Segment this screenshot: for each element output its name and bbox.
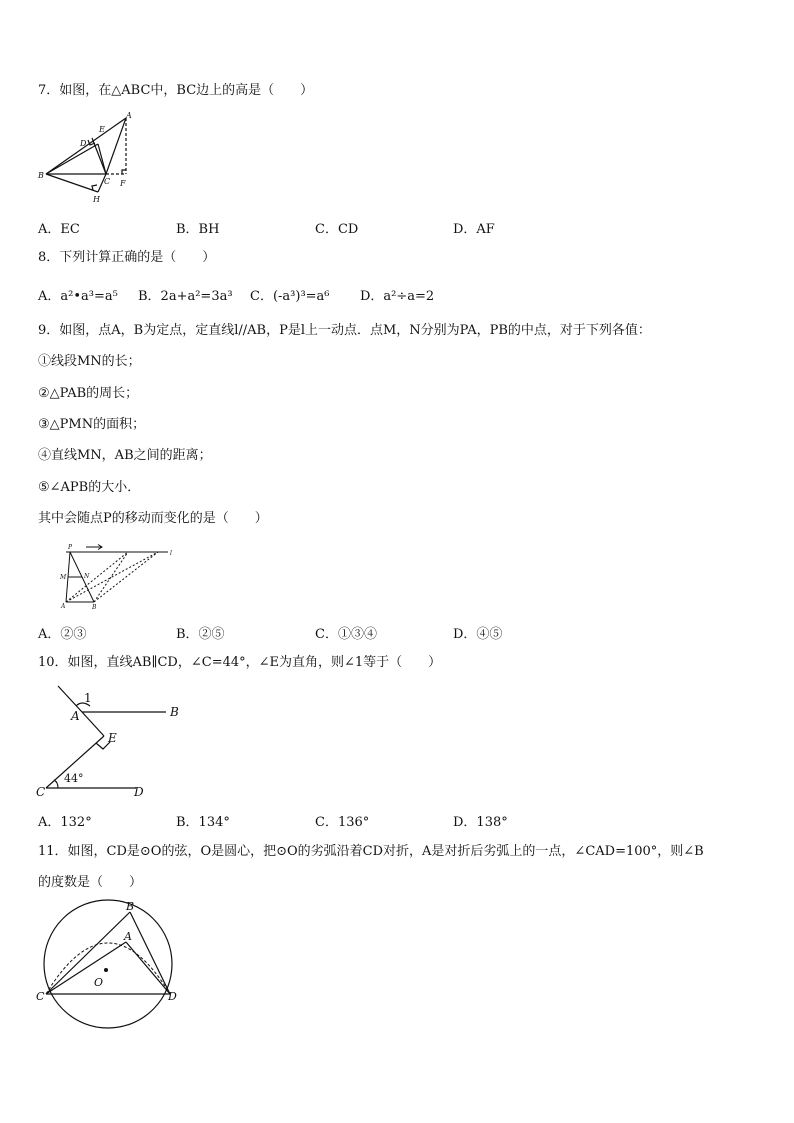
q9-label-b: B bbox=[92, 604, 97, 611]
q7-stem: 7．如图，在△ABC中，BC边上的高是（ ） bbox=[38, 83, 314, 98]
q10-label-d: D bbox=[134, 785, 144, 799]
q8-option-b[interactable]: B．2a+a²=3a³ bbox=[138, 289, 233, 304]
q11-stem-cont: 的度数是（ ） bbox=[38, 875, 143, 890]
q9-label-n: N bbox=[84, 573, 90, 580]
q9-stem: 9．如图，点A，B为定点，定直线l//AB，P是l上一动点．点M，N分别为PA，PB的中点，对于下列各值： bbox=[38, 323, 651, 338]
q9-option-c[interactable]: C．①③④ bbox=[315, 627, 377, 642]
q11-label-c: C bbox=[36, 990, 45, 1003]
q7-label-f: F bbox=[120, 179, 126, 188]
q7-label-a: A bbox=[126, 111, 132, 120]
q9-option-b[interactable]: B．②⑤ bbox=[176, 627, 225, 642]
q7-label-b: B bbox=[38, 171, 44, 180]
q8-option-a[interactable]: A．a²•a³=a⁵ bbox=[38, 289, 118, 304]
q10-label-a: A bbox=[71, 709, 80, 723]
q10-label-b: B bbox=[170, 705, 179, 719]
q10-options bbox=[38, 811, 758, 829]
q8-option-c[interactable]: C．(-a³)³=a⁶ bbox=[250, 289, 330, 304]
q10-label-44: 44° bbox=[64, 772, 84, 785]
q7-option-d[interactable]: D．AF bbox=[453, 222, 495, 237]
q7-option-b[interactable]: B．BH bbox=[176, 222, 220, 237]
q9-label-l: l bbox=[170, 550, 172, 557]
q11-figure bbox=[34, 902, 184, 1018]
q9-question: 其中会随点P的移动而变化的是（ ） bbox=[38, 511, 268, 526]
q11-stem: 11．如图，CD是⊙O的弦，O是圆心，把⊙O的劣弧沿着CD对折，A是对折后劣弧上的一点，∠CAD=100°，则∠B bbox=[38, 844, 704, 859]
q8-options bbox=[38, 285, 758, 303]
q11-label-o: O bbox=[94, 976, 104, 989]
q7-label-e: E bbox=[99, 125, 105, 134]
q7-option-c[interactable]: C．CD bbox=[315, 222, 359, 237]
q10-option-b[interactable]: B．134° bbox=[176, 815, 230, 830]
q9-item-2: ②△PAB的周长； bbox=[38, 386, 139, 401]
q9-item-3: ③△PMN的面积； bbox=[38, 417, 146, 432]
q9-option-a[interactable]: A．②③ bbox=[38, 627, 87, 642]
q7-label-d: D bbox=[80, 139, 87, 148]
q11-label-d: D bbox=[168, 990, 177, 1003]
q9-label-m: M bbox=[60, 574, 67, 581]
q10-label-c: C bbox=[36, 785, 46, 799]
q10-option-d[interactable]: D．138° bbox=[453, 815, 508, 830]
q9-item-4: ④直线MN，AB之间的距离； bbox=[38, 448, 212, 463]
q10-figure bbox=[36, 684, 186, 802]
q10-stem: 10．如图，直线AB∥CD，∠C=44°，∠E为直角，则∠1等于（ ） bbox=[38, 655, 442, 670]
q7-label-c: C bbox=[104, 177, 111, 186]
q10-option-a[interactable]: A．132° bbox=[38, 815, 92, 830]
q9-options bbox=[38, 623, 758, 641]
q9-label-p: P bbox=[68, 544, 73, 551]
q8-stem: 8．下列计算正确的是（ ） bbox=[38, 250, 216, 265]
q9-item-5: ⑤∠APB的大小． bbox=[38, 480, 141, 495]
q9-figure bbox=[58, 542, 178, 610]
q8-option-d[interactable]: D．a²÷a=2 bbox=[360, 289, 435, 304]
q7-figure bbox=[36, 112, 156, 208]
q11-label-a: A bbox=[124, 930, 132, 943]
q11-label-b: B bbox=[126, 900, 135, 913]
q10-label-1: 1 bbox=[84, 691, 92, 705]
q9-label-a: A bbox=[61, 603, 66, 610]
q10-label-e: E bbox=[108, 731, 117, 745]
q7-label-h: H bbox=[93, 195, 100, 204]
q7-options bbox=[38, 218, 758, 236]
q9-item-1: ①线段MN的长； bbox=[38, 354, 141, 369]
q9-option-d[interactable]: D．④⑤ bbox=[453, 627, 503, 642]
q7-option-a[interactable]: A．EC bbox=[38, 222, 80, 237]
q10-option-c[interactable]: C．136° bbox=[315, 815, 370, 830]
